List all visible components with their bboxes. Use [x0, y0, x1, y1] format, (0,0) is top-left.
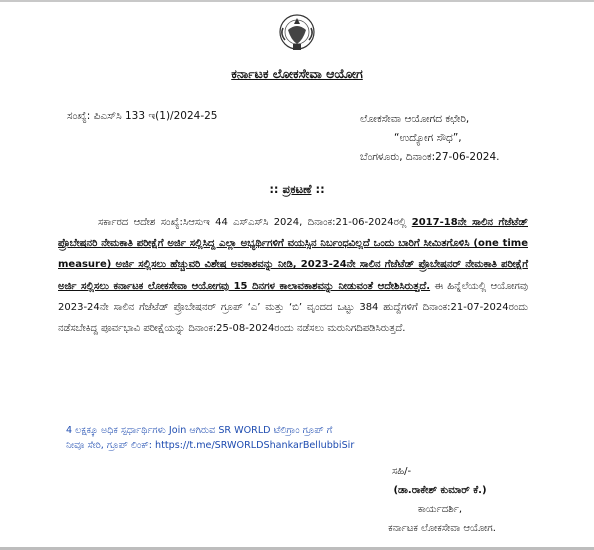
state-emblem-icon	[277, 10, 317, 54]
top-border	[0, 0, 594, 2]
address-line: “ಉದ್ಯೋಗ ಸೌಧ”,	[394, 132, 462, 144]
address-date-line: ಬೆಂಗಳೂರು, ದಿನಾಂಕ:27-06-2024.	[360, 151, 500, 163]
notice-title-suffix: ::	[311, 182, 325, 196]
notice-title-prefix: ::	[269, 182, 283, 196]
promo-link-line[interactable]: ನೀವೂ ಸೇರಿ, ಗ್ರೂಪ್ ಲಿಂಕ್: https://t.me/SRWORLDShankarBellubbiSir	[66, 440, 355, 451]
notice-title	[0, 182, 594, 197]
body-tail: ಈ ಹಿನ್ನೆಲೆಯಲ್ಲಿ ಆಯೋಗವು 2023-24ನೇ ಸಾಲಿನ ಗೆಜೆಟೆಡ್ ಪ್ರೊಬೇಷನರ್ ಗ್ರೂಪ್ ‘ಎ’ ಮತ್ತು ‘ಬಿ’ ವೃಂದದ ಒಟ್ಟು 384 ಹುದ್ದೆಗಳಿಗೆ ದಿನಾಂಕ:21-07-2024ರಂದು ನಡೆಸಬೇಕಿದ್ದ ಪೂರ್ವಭಾವಿ ಪರೀಕ್ಷೆಯನ್ನು ದಿನಾಂಕ:25-08-2024ರಂದು ನಡೆಸಲು ಮರುನಿಗದಿಪಡಿಸಿರುತ್ತದೆ.	[58, 280, 528, 335]
notice-body	[58, 212, 528, 339]
signatory-designation: ಕಾರ್ಯದರ್ಶಿ,	[417, 504, 463, 515]
office-address	[360, 110, 530, 167]
signatory-name: (ಡಾ.ರಾಕೇಶ್ ಕುಮಾರ್ ಕೆ.)	[393, 485, 487, 496]
promo-line: 4 ಲಕ್ಷಕ್ಕೂ ಅಧಿಕ ಸ್ಪರ್ಧಾರ್ಥಿಗಳು Join ಆಗಿರುವ SR WORLD ಟೆಲಿಗ್ರಾಂ ಗ್ರೂಪ್ ಗೆ	[66, 425, 333, 436]
telegram-promo[interactable]	[66, 423, 446, 453]
address-line: ಲೋಕಸೇವಾ ಆಯೋಗದ ಕಛೇರಿ,	[360, 113, 470, 125]
organization-title: ಕರ್ನಾಟಕ ಲೋಕಸೇವಾ ಆಯೋಗ	[231, 66, 363, 81]
signatory-office: ಕರ್ನಾಟಕ ಲೋಕಸೇವಾ ಆಯೋಗ.	[388, 523, 496, 534]
reference-number: ಸಂಖ್ಯೆ: ಪಿಎಸ್‌ಸಿ 133 ಇ(1)/2024-25	[67, 110, 218, 122]
body-bold-order: 2017-18ನೇ ಸಾಲಿನ ಗೆಜೆಟೆಡ್ ಪ್ರೊಬೇಷನರಿ ನೇಮಕಾತಿ ಪರೀಕ್ಷೆಗೆ ಅರ್ಜಿ ಸಲ್ಲಿಸಿದ್ದ ಎಲ್ಲಾ ಅಭ್ಯರ್ಥಿಗಳಿಗೆ ವಯಸ್ಸಿನ ನಿರ್ಬಂಧವಿಲ್ಲದೆ ಒಂದು ಬಾರಿಗೆ ಸೀಮಿತಗೊಳಿಸಿ (one time measure) ಅರ್ಜಿ ಸಲ್ಲಿಸಲು ಹೆಚ್ಚುವರಿ ವಿಶೇಷ ಅವಕಾಶವನ್ನು ನೀಡಿ, 2023-24ನೇ ಸಾಲಿನ ಗೆಜೆಟೆಡ್ ಪ್ರೊಬೇಷನರ್ ನೇಮಕಾತಿ ಪರೀಕ್ಷೆಗೆ ಅರ್ಜಿ ಸಲ್ಲಿಸಲು ಕರ್ನಾಟಕ ಲೋಕಸೇವಾ ಆಯೋಗವು 15 ದಿನಗಳ ಕಾಲಾವಕಾಶವನ್ನು ನೀಡುವಂತೆ ಆದೇಶಿಸಿರುತ್ತದೆ.	[58, 217, 528, 292]
signature-block	[340, 462, 540, 538]
notice-title-text: ಪ್ರಕಟಣೆ	[282, 182, 312, 196]
signed-mark: ಸಹಿ/-	[392, 466, 412, 477]
body-lead: ಸರ್ಕಾರದ ಆದೇಶ ಸಂಖ್ಯೆ:ಸಿಆಸುಇ 44 ಎಸ್‌ಎಸ್‌ಸಿ 2024, ದಿನಾಂಕ:21-06-2024ರಲ್ಲಿ	[98, 217, 412, 228]
